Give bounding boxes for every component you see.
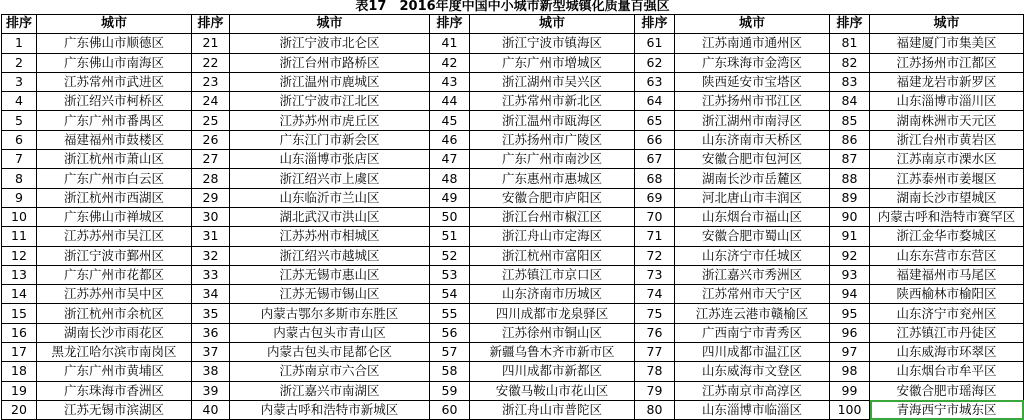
table-row: [2, 362, 1024, 381]
rank-cell[interactable]: 53: [430, 265, 470, 284]
header-rank[interactable]: 排序: [830, 15, 870, 34]
city-cell[interactable]: 江苏苏州市吴江区: [37, 227, 192, 246]
rank-cell[interactable]: 12: [2, 246, 37, 265]
rank-cell[interactable]: 36: [192, 323, 230, 342]
table-row: [2, 265, 1024, 284]
rank-cell[interactable]: 30: [192, 207, 230, 226]
city-cell[interactable]: 山东济宁市兖州区: [870, 304, 1024, 323]
city-cell[interactable]: 山东东营市东营区: [870, 246, 1024, 265]
city-cell[interactable]: 江苏连云港市赣榆区: [675, 304, 830, 323]
city-cell[interactable]: 广东佛山市顺德区: [37, 34, 192, 53]
rank-cell[interactable]: 80: [635, 400, 675, 419]
rank-cell[interactable]: 16: [2, 323, 37, 342]
city-cell[interactable]: 广东广州市番禺区: [37, 111, 192, 130]
selected-city-cell[interactable]: 青海西宁市城东区: [870, 400, 1024, 419]
city-cell[interactable]: 广东广州市南沙区: [470, 150, 635, 169]
table-row: [2, 111, 1024, 130]
city-cell[interactable]: 安徽合肥市庐阳区: [470, 188, 635, 207]
rank-cell[interactable]: 33: [192, 265, 230, 284]
rank-cell[interactable]: 85: [830, 111, 870, 130]
title-row: [2, 0, 1024, 15]
header-city[interactable]: 城市: [675, 15, 830, 34]
rank-cell[interactable]: 19: [2, 381, 37, 400]
rank-cell[interactable]: 99: [830, 381, 870, 400]
rank-cell[interactable]: 84: [830, 92, 870, 111]
table-row: [2, 169, 1024, 188]
city-cell[interactable]: 江苏镇江市丹徒区: [870, 323, 1024, 342]
rank-cell[interactable]: 48: [430, 169, 470, 188]
rank-cell[interactable]: 75: [635, 304, 675, 323]
city-cell[interactable]: 广西南宁市青秀区: [675, 323, 830, 342]
rank-cell[interactable]: 42: [430, 53, 470, 72]
rank-cell[interactable]: 72: [635, 246, 675, 265]
rank-cell[interactable]: 20: [2, 400, 37, 419]
rank-cell[interactable]: 71: [635, 227, 675, 246]
city-cell[interactable]: 安徽马鞍山市花山区: [470, 381, 635, 400]
table-row: [2, 343, 1024, 362]
city-cell[interactable]: 福建福州市鼓楼区: [37, 130, 192, 149]
rank-cell[interactable]: 98: [830, 362, 870, 381]
rank-cell[interactable]: 94: [830, 285, 870, 304]
city-cell[interactable]: 江苏无锡市锡山区: [230, 285, 430, 304]
rank-cell[interactable]: 91: [830, 227, 870, 246]
city-cell[interactable]: 陕西榆林市榆阳区: [870, 285, 1024, 304]
header-rank[interactable]: 排序: [635, 15, 675, 34]
rank-cell[interactable]: 7: [2, 150, 37, 169]
header-rank[interactable]: 排序: [2, 15, 37, 34]
rank-cell[interactable]: 17: [2, 343, 37, 362]
city-cell[interactable]: 江苏镇江市京口区: [470, 265, 635, 284]
table-row: [2, 381, 1024, 400]
city-cell[interactable]: 广东广州市增城区: [470, 53, 635, 72]
city-cell[interactable]: 陕西延安市宝塔区: [675, 72, 830, 91]
rank-cell[interactable]: 77: [635, 343, 675, 362]
city-cell[interactable]: 新疆乌鲁木齐市新市区: [470, 343, 635, 362]
city-cell[interactable]: 福建龙岩市新罗区: [870, 72, 1024, 91]
rank-cell[interactable]: 9: [2, 188, 37, 207]
rank-cell[interactable]: 78: [635, 362, 675, 381]
city-cell[interactable]: 江苏扬州市广陵区: [470, 130, 635, 149]
rank-cell[interactable]: 43: [430, 72, 470, 91]
city-cell[interactable]: 江苏无锡市滨湖区: [37, 400, 192, 419]
rank-cell[interactable]: 74: [635, 285, 675, 304]
city-cell[interactable]: 广东惠州市惠城区: [470, 169, 635, 188]
rank-cell[interactable]: 45: [430, 111, 470, 130]
city-cell[interactable]: 山东临沂市兰山区: [230, 188, 430, 207]
city-cell[interactable]: 福建厦门市集美区: [870, 34, 1024, 53]
header-rank[interactable]: 排序: [192, 15, 230, 34]
city-cell[interactable]: 四川成都市龙泉驿区: [470, 304, 635, 323]
rank-cell[interactable]: 62: [635, 53, 675, 72]
rank-cell[interactable]: 14: [2, 285, 37, 304]
rank-cell[interactable]: 57: [430, 343, 470, 362]
rank-cell[interactable]: 29: [192, 188, 230, 207]
rank-cell[interactable]: 34: [192, 285, 230, 304]
city-cell[interactable]: 山东烟台市福山区: [675, 207, 830, 226]
city-cell[interactable]: 广东江门市新会区: [230, 130, 430, 149]
table-title[interactable]: 表17 2016年度中国中小城市新型城镇化质量百强区: [2, 0, 1024, 15]
rank-cell[interactable]: 6: [2, 130, 37, 149]
rank-cell[interactable]: 82: [830, 53, 870, 72]
rank-cell[interactable]: 13: [2, 265, 37, 284]
rank-cell[interactable]: 18: [2, 362, 37, 381]
city-cell[interactable]: 内蒙古呼和浩特市新城区: [230, 400, 430, 419]
rank-cell[interactable]: 41: [430, 34, 470, 53]
city-cell[interactable]: 浙江杭州市余杭区: [37, 304, 192, 323]
table-row: [2, 150, 1024, 169]
city-cell[interactable]: 浙江杭州市萧山区: [37, 150, 192, 169]
city-cell[interactable]: 浙江宁波市江北区: [230, 92, 430, 111]
rank-cell[interactable]: 52: [430, 246, 470, 265]
city-cell[interactable]: 湖南长沙市雨花区: [37, 323, 192, 342]
city-cell[interactable]: 江苏常州市天宁区: [675, 285, 830, 304]
rank-cell[interactable]: 51: [430, 227, 470, 246]
rank-cell[interactable]: 46: [430, 130, 470, 149]
city-cell[interactable]: 浙江嘉兴市南湖区: [230, 381, 430, 400]
ranking-table: [1, 0, 1024, 420]
rank-cell[interactable]: 97: [830, 343, 870, 362]
city-cell[interactable]: 江苏徐州市铜山区: [470, 323, 635, 342]
header-city[interactable]: 城市: [230, 15, 430, 34]
city-cell[interactable]: 浙江宁波市北仑区: [230, 34, 430, 53]
rank-cell[interactable]: 92: [830, 246, 870, 265]
rank-cell[interactable]: 73: [635, 265, 675, 284]
city-cell[interactable]: 浙江温州市鹿城区: [230, 72, 430, 91]
city-cell[interactable]: 湖南长沙市望城区: [870, 188, 1024, 207]
city-cell[interactable]: 安徽合肥市瑶海区: [870, 381, 1024, 400]
city-cell[interactable]: 浙江舟山市定海区: [470, 227, 635, 246]
table-row: [2, 207, 1024, 226]
city-cell[interactable]: 浙江绍兴市越城区: [230, 246, 430, 265]
rank-cell[interactable]: 35: [192, 304, 230, 323]
rank-cell[interactable]: 60: [430, 400, 470, 419]
rank-cell[interactable]: 68: [635, 169, 675, 188]
table-row: [2, 227, 1024, 246]
rank-cell[interactable]: 87: [830, 150, 870, 169]
table-row: [2, 188, 1024, 207]
table-row: [2, 246, 1024, 265]
city-cell[interactable]: 广东广州市白云区: [37, 169, 192, 188]
city-cell[interactable]: 安徽合肥市蜀山区: [675, 227, 830, 246]
city-cell[interactable]: 河北唐山市丰润区: [675, 188, 830, 207]
rank-cell[interactable]: 11: [2, 227, 37, 246]
city-cell[interactable]: 广东珠海市香洲区: [37, 381, 192, 400]
table-row: [2, 72, 1024, 91]
rank-cell[interactable]: 38: [192, 362, 230, 381]
rank-cell[interactable]: 86: [830, 130, 870, 149]
rank-cell[interactable]: 54: [430, 285, 470, 304]
rank-cell[interactable]: 28: [192, 169, 230, 188]
table-row: [2, 92, 1024, 111]
city-cell[interactable]: 内蒙古鄂尔多斯市东胜区: [230, 304, 430, 323]
rank-cell[interactable]: 90: [830, 207, 870, 226]
rank-cell[interactable]: 22: [192, 53, 230, 72]
rank-cell[interactable]: 100: [830, 400, 870, 419]
city-cell[interactable]: 湖南株洲市天元区: [870, 111, 1024, 130]
city-cell[interactable]: 山东淄博市张店区: [230, 150, 430, 169]
city-cell[interactable]: 内蒙古包头市青山区: [230, 323, 430, 342]
rank-cell[interactable]: 76: [635, 323, 675, 342]
city-cell[interactable]: 福建福州市马尾区: [870, 265, 1024, 284]
table-row: [2, 53, 1024, 72]
city-cell[interactable]: 内蒙古包头市昆都仑区: [230, 343, 430, 362]
rank-cell[interactable]: 49: [430, 188, 470, 207]
city-cell[interactable]: 浙江台州市路桥区: [230, 53, 430, 72]
city-cell[interactable]: 浙江金华市婺城区: [870, 227, 1024, 246]
rank-cell[interactable]: 83: [830, 72, 870, 91]
rank-cell[interactable]: 2: [2, 53, 37, 72]
header-row: [2, 15, 1024, 34]
table-row: [2, 285, 1024, 304]
rank-cell[interactable]: 56: [430, 323, 470, 342]
city-cell[interactable]: 山东威海市文登区: [675, 362, 830, 381]
rank-cell[interactable]: 5: [2, 111, 37, 130]
city-cell[interactable]: 内蒙古呼和浩特市赛罕区: [870, 207, 1024, 226]
city-cell[interactable]: 山东威海市环翠区: [870, 343, 1024, 362]
city-cell[interactable]: 浙江温州市瓯海区: [470, 111, 635, 130]
header-rank[interactable]: 排序: [430, 15, 470, 34]
city-cell[interactable]: 浙江杭州市西湖区: [37, 188, 192, 207]
rank-cell[interactable]: 69: [635, 188, 675, 207]
rank-cell[interactable]: 66: [635, 130, 675, 149]
city-cell[interactable]: 江苏无锡市惠山区: [230, 265, 430, 284]
rank-cell[interactable]: 25: [192, 111, 230, 130]
rank-cell[interactable]: 70: [635, 207, 675, 226]
city-cell[interactable]: 江苏南通市通州区: [675, 34, 830, 53]
city-cell[interactable]: 四川成都市新都区: [470, 362, 635, 381]
city-cell[interactable]: 广东佛山市南海区: [37, 53, 192, 72]
rank-cell[interactable]: 61: [635, 34, 675, 53]
rank-cell[interactable]: 88: [830, 169, 870, 188]
city-cell[interactable]: 黑龙江哈尔滨市南岗区: [37, 343, 192, 362]
rank-cell[interactable]: 47: [430, 150, 470, 169]
rank-cell[interactable]: 44: [430, 92, 470, 111]
city-cell[interactable]: 江苏苏州市吴中区: [37, 285, 192, 304]
table-row: [2, 130, 1024, 149]
city-cell[interactable]: 江苏南京市高淳区: [675, 381, 830, 400]
city-cell[interactable]: 安徽合肥市包河区: [675, 150, 830, 169]
city-cell[interactable]: 浙江台州市椒江区: [470, 207, 635, 226]
rank-cell[interactable]: 23: [192, 72, 230, 91]
rank-cell[interactable]: 65: [635, 111, 675, 130]
rank-cell[interactable]: 79: [635, 381, 675, 400]
city-cell[interactable]: 山东济宁市任城区: [675, 246, 830, 265]
city-cell[interactable]: 浙江绍兴市上虞区: [230, 169, 430, 188]
city-cell[interactable]: 浙江杭州市富阳区: [470, 246, 635, 265]
rank-cell[interactable]: 31: [192, 227, 230, 246]
header-city[interactable]: 城市: [870, 15, 1024, 34]
city-cell[interactable]: 山东烟台市牟平区: [870, 362, 1024, 381]
rank-cell[interactable]: 3: [2, 72, 37, 91]
rank-cell[interactable]: 50: [430, 207, 470, 226]
city-cell[interactable]: 山东淄博市临淄区: [675, 400, 830, 419]
city-cell[interactable]: 江苏苏州市相城区: [230, 227, 430, 246]
city-cell[interactable]: 广东广州市黄埔区: [37, 362, 192, 381]
rank-cell[interactable]: 1: [2, 34, 37, 53]
rank-cell[interactable]: 59: [430, 381, 470, 400]
city-cell[interactable]: 江苏常州市武进区: [37, 72, 192, 91]
table-row: [2, 400, 1024, 419]
city-cell[interactable]: 江苏南京市溧水区: [870, 150, 1024, 169]
header-city[interactable]: 城市: [470, 15, 635, 34]
city-cell[interactable]: 湖南长沙市岳麓区: [675, 169, 830, 188]
rank-cell[interactable]: 21: [192, 34, 230, 53]
city-cell[interactable]: 浙江舟山市普陀区: [470, 400, 635, 419]
city-cell[interactable]: 广东广州市花都区: [37, 265, 192, 284]
rank-cell[interactable]: 67: [635, 150, 675, 169]
city-cell[interactable]: 广东佛山市禅城区: [37, 207, 192, 226]
rank-cell[interactable]: 89: [830, 188, 870, 207]
city-cell[interactable]: 浙江宁波市镇海区: [470, 34, 635, 53]
rank-cell[interactable]: 27: [192, 150, 230, 169]
city-cell[interactable]: 浙江嘉兴市秀洲区: [675, 265, 830, 284]
rank-cell[interactable]: 8: [2, 169, 37, 188]
header-city[interactable]: 城市: [37, 15, 192, 34]
city-cell[interactable]: 江苏扬州市邗江区: [675, 92, 830, 111]
rank-cell[interactable]: 64: [635, 92, 675, 111]
rank-cell[interactable]: 10: [2, 207, 37, 226]
rank-cell[interactable]: 81: [830, 34, 870, 53]
rank-cell[interactable]: 4: [2, 92, 37, 111]
table-row: [2, 323, 1024, 342]
rank-cell[interactable]: 93: [830, 265, 870, 284]
city-cell[interactable]: 浙江宁波市鄞州区: [37, 246, 192, 265]
city-cell[interactable]: 山东济南市历城区: [470, 285, 635, 304]
rank-cell[interactable]: 58: [430, 362, 470, 381]
city-cell[interactable]: 江苏常州市新北区: [470, 92, 635, 111]
table-row: [2, 34, 1024, 53]
city-cell[interactable]: 浙江绍兴市柯桥区: [37, 92, 192, 111]
city-cell[interactable]: 浙江台州市黄岩区: [870, 130, 1024, 149]
rank-cell[interactable]: 40: [192, 400, 230, 419]
city-cell[interactable]: 浙江湖州市吴兴区: [470, 72, 635, 91]
table-row: [2, 304, 1024, 323]
city-cell[interactable]: 四川成都市温江区: [675, 343, 830, 362]
city-cell[interactable]: 山东济南市天桥区: [675, 130, 830, 149]
rank-cell[interactable]: 39: [192, 381, 230, 400]
city-cell[interactable]: 江苏南京市六合区: [230, 362, 430, 381]
city-cell[interactable]: 江苏苏州市虎丘区: [230, 111, 430, 130]
city-cell[interactable]: 江苏泰州市姜堰区: [870, 169, 1024, 188]
city-cell[interactable]: 浙江湖州市南浔区: [675, 111, 830, 130]
rank-cell[interactable]: 63: [635, 72, 675, 91]
rank-cell[interactable]: 26: [192, 130, 230, 149]
rank-cell[interactable]: 24: [192, 92, 230, 111]
city-cell[interactable]: 广东珠海市金湾区: [675, 53, 830, 72]
rank-cell[interactable]: 96: [830, 323, 870, 342]
rank-cell[interactable]: 55: [430, 304, 470, 323]
rank-cell[interactable]: 15: [2, 304, 37, 323]
city-cell[interactable]: 江苏扬州市江都区: [870, 53, 1024, 72]
rank-cell[interactable]: 37: [192, 343, 230, 362]
city-cell[interactable]: 湖北武汉市洪山区: [230, 207, 430, 226]
city-cell[interactable]: 山东淄博市淄川区: [870, 92, 1024, 111]
rank-cell[interactable]: 32: [192, 246, 230, 265]
rank-cell[interactable]: 95: [830, 304, 870, 323]
